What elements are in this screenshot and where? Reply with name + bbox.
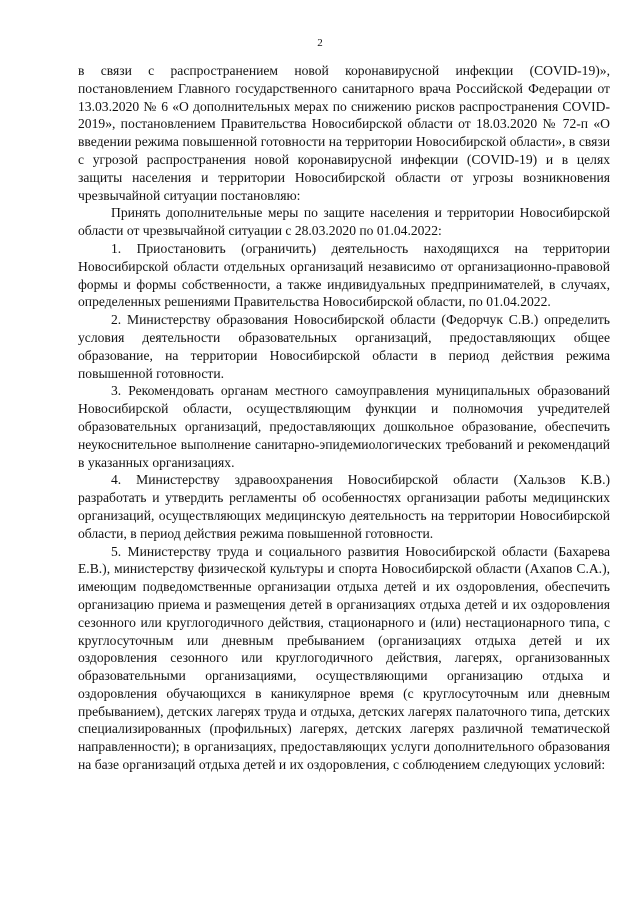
clause-3-paragraph: 3. Рекомендовать органам местного самоуправления муниципальных образований Новосибирской области, осуществляющим функции и полномочия учредителей образовательных организаций, предоставляющих дошкольное образование, обеспечить неукоснительное выполнение санитарно-эпидемиологических требований и рекомендаций в указанных организациях. <box>78 383 610 470</box>
page-number: 2 <box>317 37 323 49</box>
clause-2-paragraph: 2. Министерству образования Новосибирской области (Федорчук С.В.) определить условия деятельности образовательных организаций, предоставляющих общее образование, на территории Новосибирской области в период действия режима повышенной готовности. <box>78 312 610 381</box>
clause-5-paragraph: 5. Министерству труда и социального развития Новосибирской области (Бахарева Е.В.), министерству физической культуры и спорта Новосибирской области (Ахапов С.А.), имеющим подведомственные организации отдыха детей и их оздоровления, обеспечить организацию приема и размещения детей в организациях отдыха детей и их оздоровления сезонного или круглогодичного действия, стационарного и (или) нестационарного типа, с круглосуточным или дневным пребыванием (организациях отдыха детей и их оздоровления сезонного или круглогодичного действия, лагерях, организованных образовательными организациями, осуществляющими организацию отдыха и оздоровления обучающихся в каникулярное время (с круглосуточным или дневным пребыванием), детских лагерях труда и отдыха, детских лагерях палаточного типа, детских специализированных (профильных) лагерях, детских лагерях различной тематической направленности); в организациях, предоставляющих услуги дополнительного образования на базе организаций отдыха детей и их оздоровления, с соблюдением следующих условий: <box>78 543 610 773</box>
clause-4-paragraph: 4. Министерству здравоохранения Новосибирской области (Хальзов К.В.) разработать и утвердить регламенты об особенностях организации работы медицинских организаций, осуществляющих медицинскую деятельность на территории Новосибирской области, в период действия режима повышенной готовности. <box>78 472 610 541</box>
document-body <box>78 62 610 774</box>
preamble-paragraph: в связи с распространением новой коронавирусной инфекции (COVID-19)», постановлением Главного государственного санитарного врача Российской Федерации от 13.03.2020 № 6 «О дополнительных мерах по снижению рисков распространения COVID-2019», постановлением Правительства Новосибирской области от 18.03.2020 № 72-п «О введении режима повышенной готовности на территории Новосибирской области», в связи с угрозой распространения новой коронавирусной инфекции (COVID-19) и в целях защиты населения и территории Новосибирской области от угрозы возникновения чрезвычайной ситуации постановляю: <box>78 63 610 203</box>
clause-1-paragraph: 1. Приостановить (ограничить) деятельность находящихся на территории Новосибирской области отдельных организаций независимо от организационно-правовой формы и формы собственности, а также индивидуальных предпринимателей, в случаях, определенных решениями Правительства Новосибирской области, по 01.04.2022. <box>78 240 610 310</box>
resolution-intro-paragraph: Принять дополнительные меры по защите населения и территории Новосибирской области от чрезвычайной ситуации с 28.03.2020 по 01.04.2022: <box>78 205 610 239</box>
